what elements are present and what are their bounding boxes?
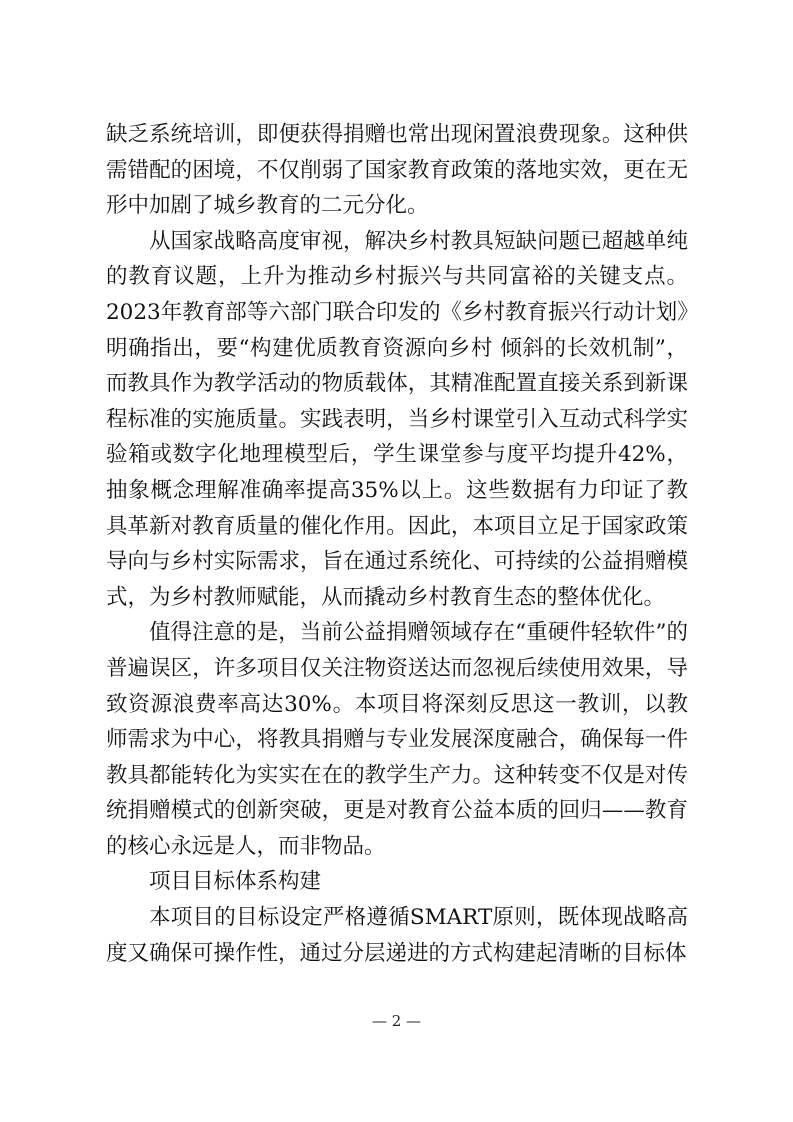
paragraph-goals: 本项目的目标设定严格遵循SMART原则，既体现战略高度又确保可操作性，通过分层递进的方式构建起清晰的目标体 bbox=[106, 905, 688, 966]
paragraph-strategy: 从国家战略高度审视，解决乡村教具短缺问题已超越单纯的教育议题，上升为推动乡村振兴与共同富裕的关键支点。2023年教育部等六部门联合印发的《乡村教育振兴行动计划》明确指出，要“构建优质教育资源向乡村 倾斜的长效机制”，而教具作为教学活动的物质载体，其精准配置直接关系到新课程标准的实施质量。实践表明，当乡村课堂引入互动式科学实验箱或数字化地理模型后，学生课堂参与度平均提升42%，抽象概念理解准确率提高35%以上。这些数据有力印证了教具革新对教育质量的催化作用。因此，本项目立足于国家政策导向与乡村实际需求，旨在通过系统化、可持续的公益捐赠模式，为乡村教师赋能，从而撬动乡村教育生态的整体优化。 bbox=[106, 228, 688, 610]
body-text bbox=[106, 117, 688, 971]
section-heading: 项目目标体系构建 bbox=[149, 869, 322, 895]
paragraph-misconception: 值得注意的是，当前公益捐赠领域存在“重硬件轻软件”的普遍误区，许多项目仅关注物资送达而忽视后续使用效果，导致资源浪费率高达30%。本项目将深刻反思这一教训，以教师需求为中心，将教具捐赠与专业发展深度融合，确保每一件教具都能转化为实实在在的教学生产力。这种转变不仅是对传统捐赠模式的创新突破，更是对教育公益本质的回归——教育的核心永远是人，而非物品。 bbox=[106, 620, 688, 859]
page-number: — 2 — bbox=[371, 1012, 422, 1030]
paragraph-continuation: 缺乏系统培训，即便获得捐赠也常出现闲置浪费现象。这种供需错配的困境，不仅削弱了国家教育政策的落地实效，更在无形中加剧了城乡教育的二元分化。 bbox=[106, 122, 688, 219]
